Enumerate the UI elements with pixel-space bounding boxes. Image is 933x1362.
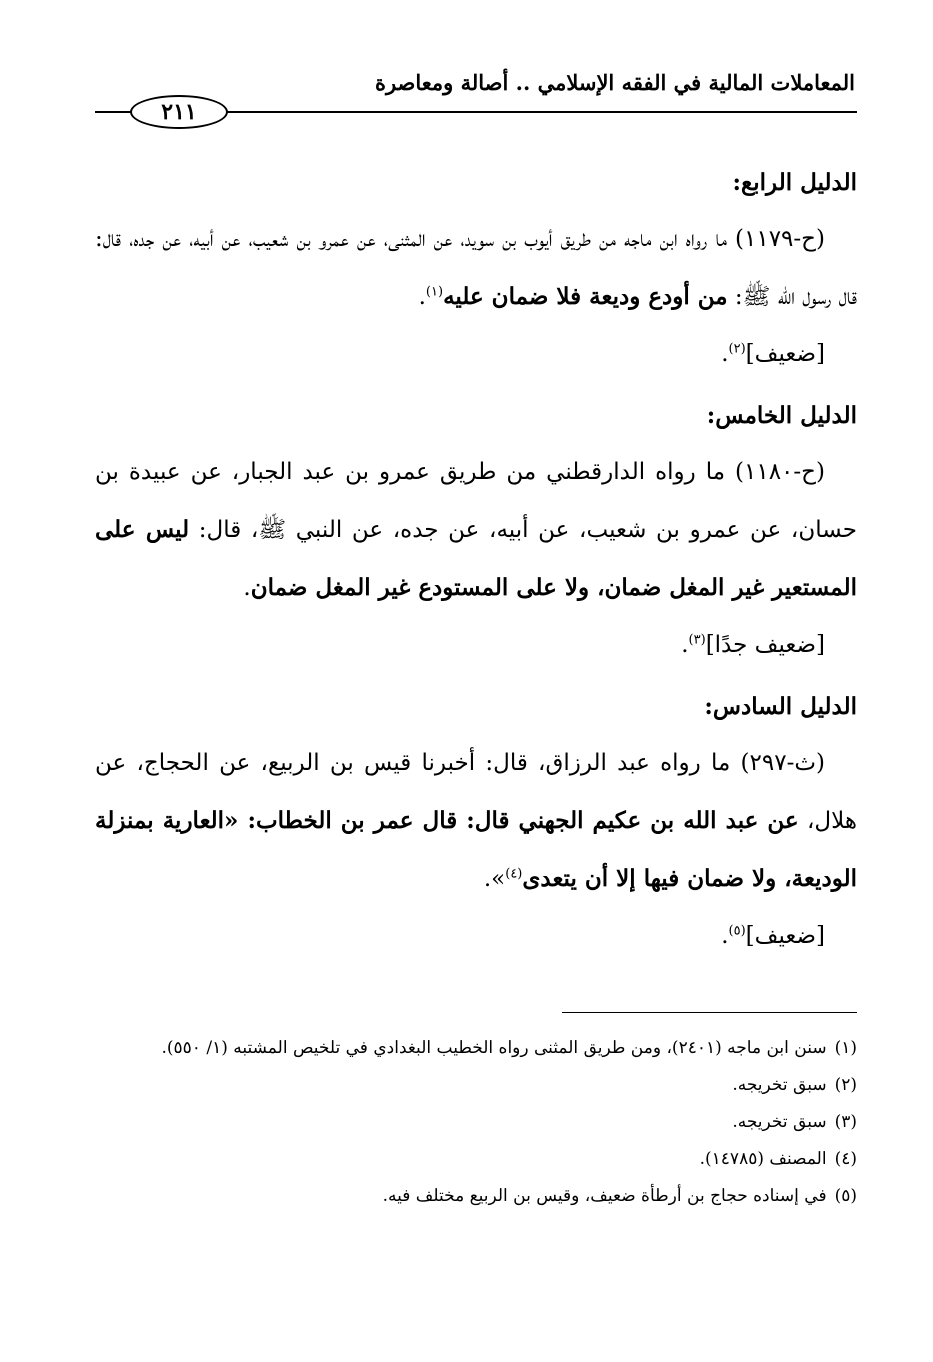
footnote-number: (٥) [834,1186,857,1206]
footnote-text: سنن ابن ماجه (٢٤٠١)، ومن طريق المثنى رواه الخطيب البغدادي في تلخيص المشتبه (١/ ٥٥٠). [161,1038,827,1058]
footnote-text: في إسناده حجاج بن أرطأة ضعيف، وقيس بن الربيع مختلف فيه. [382,1186,827,1206]
footnote-number: (٣) [834,1112,857,1132]
punctuation: . [681,632,689,658]
footnote-ref[interactable]: (٤) [505,866,523,882]
footnote-separator [562,1012,857,1013]
footnote-ref[interactable]: (٣) [688,632,706,648]
footnote-text: سبق تخريجه. [732,1112,827,1132]
footnote-4 [80,1141,857,1178]
section-heading-4: الدليل الرابع: [732,169,857,196]
athar-text: عن عبد الله بن عكيم الجهني قال: قال عمر بن الخطاب: «العارية بمنزلة الوديعة، ولا ضمان فيها إلا أن يتعدى [95,807,857,892]
footnote-1 [80,1030,857,1067]
narration-text: (ح-١١٨٠) ما رواه الدارقطني من طريق عمرو بن عبد الجبار، عن عبيدة بن حسان، عن عمرو بن شعيب، عن أبيه، عن جده، عن النبي ﷺ، قال: [95,459,857,543]
footnotes [80,1030,857,1215]
punctuation: . [721,341,729,367]
footnote-ref[interactable]: (١) [425,284,444,300]
footnote-number: (٢) [834,1075,857,1095]
hadith-text: من أودع وديعة فلا ضمان عليه [443,283,728,310]
punctuation: . [418,284,426,310]
footnote-5 [80,1178,857,1215]
footnote-3 [80,1104,857,1141]
footnote-ref[interactable]: (٥) [728,923,746,939]
footnote-number: (١) [834,1038,857,1058]
footnote-2 [80,1067,857,1104]
grade-text: [ضعيف] [745,923,825,949]
section-heading-6: الدليل السادس: [704,693,857,720]
footnote-ref[interactable]: (٢) [728,341,746,357]
grade-text: [ضعيف] [745,341,825,367]
narration-text: (ح-١١٧٩) ما رواه ابن ماجه من طريق أيوب بن سويد، عن المثنى، عن عمرو بن شعيب، عن أبيه، عن جده، قال: قال رسول الله ﷺ: [95,226,857,310]
athar-paragraph-6 [95,735,857,908]
footnote-text: سبق تخريجه. [732,1075,827,1095]
hadith-text: ليس على المستعير غير المغل ضمان، ولا على المستودع غير المغل ضمان [95,516,857,601]
running-title: المعاملات المالية في الفقه الإسلامي .. أصالة ومعاصرة [374,70,855,95]
hadith-paragraph-4 [95,211,857,326]
grade-text: [ضعيف جدًا] [705,632,825,658]
section-heading-5: الدليل الخامس: [706,402,857,429]
punctuation: ». [483,866,506,892]
footnote-text: المصنف (١٤٧٨٥). [699,1149,827,1169]
page-number: ٢١١ [130,95,228,129]
grade-4 [95,326,857,383]
narration-text: (ث-٢٩٧) ما رواه عبد الرزاق، قال: أخبرنا قيس بن الربيع، عن الحجاج، عن هلال، [95,750,857,834]
body-text [95,150,857,965]
punctuation: . [243,575,251,601]
grade-6 [95,908,857,965]
punctuation: . [721,923,729,949]
hadith-paragraph-5 [95,444,857,617]
footnote-number: (٤) [834,1149,857,1169]
grade-5 [95,617,857,674]
